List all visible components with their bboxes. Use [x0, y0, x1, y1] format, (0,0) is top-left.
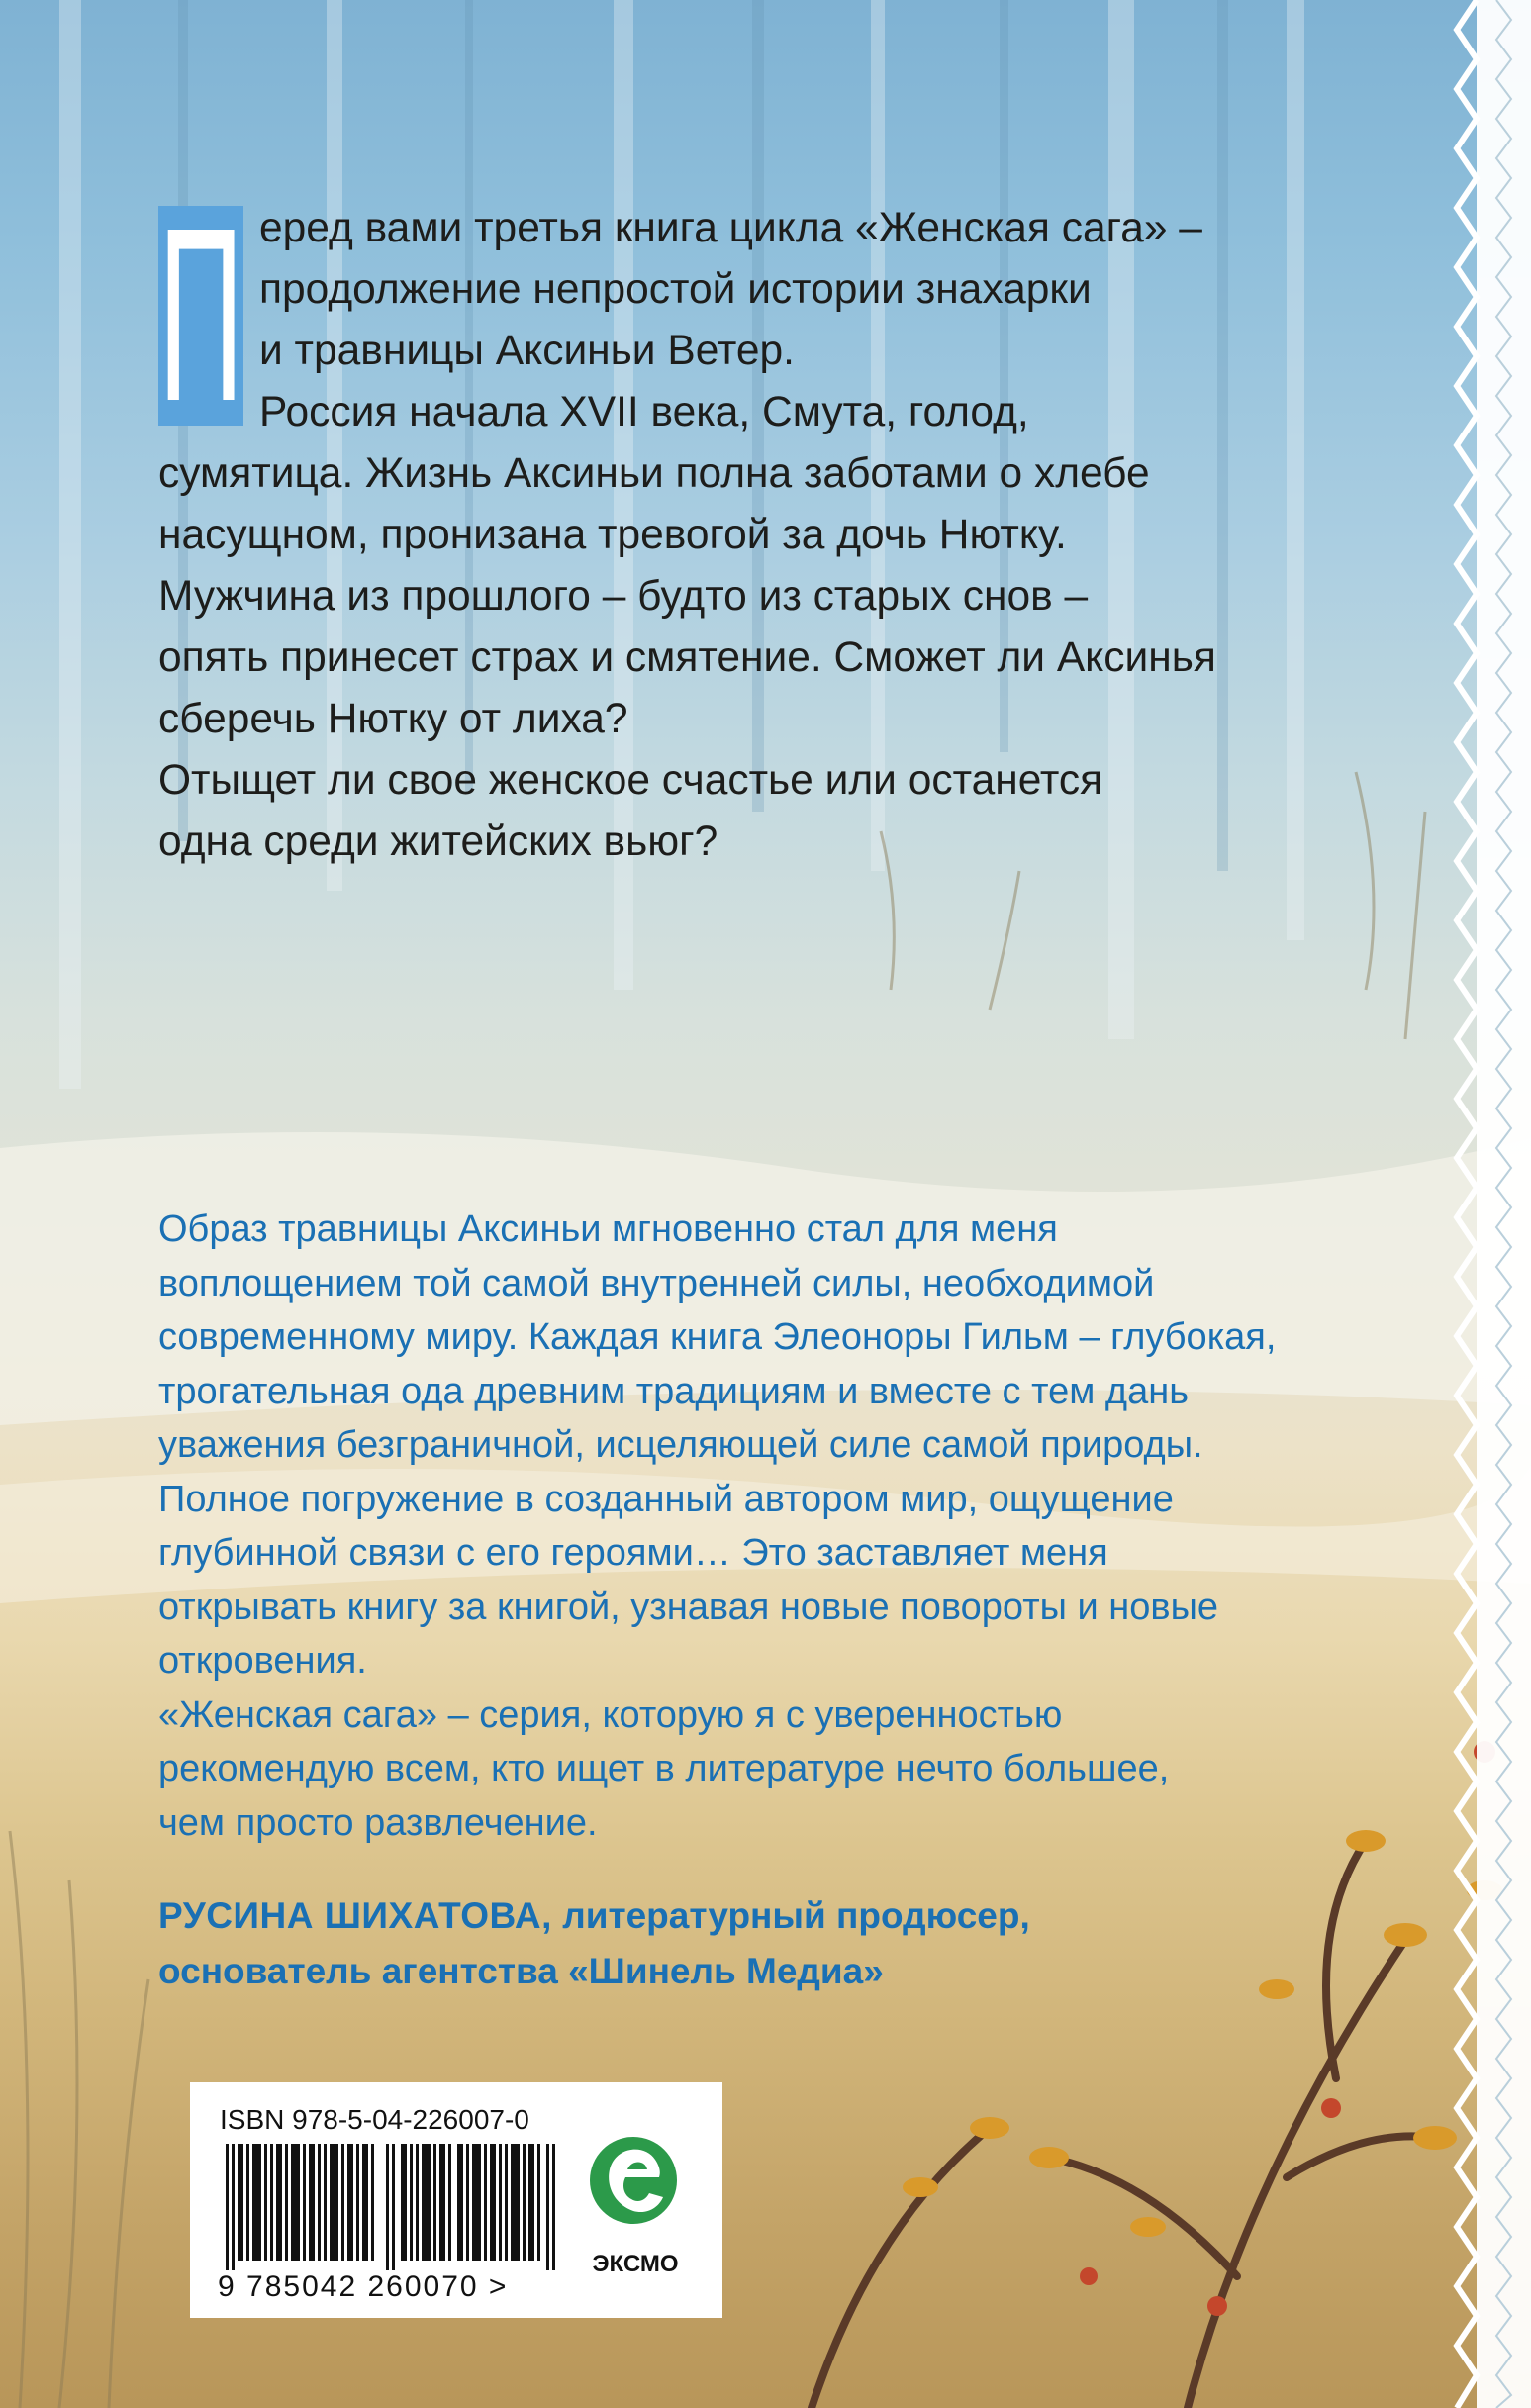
review-line: «Женская сага» – серия, которую я с уверенностью [158, 1693, 1063, 1736]
synopsis-line: насущном, пронизана тревогой за дочь Нютку. [158, 512, 1067, 558]
review-quote [158, 1203, 1346, 1850]
synopsis-line: Отыщет ли свое женское счастье или останется [158, 757, 1103, 804]
barcode-digits: 9 785042 260070 > [218, 2270, 509, 2303]
ornament-border [1437, 0, 1531, 2408]
isbn-label: ISBN 978-5-04-226007-0 [220, 2104, 529, 2135]
review-line: современному миру. Каждая книга Элеоноры Гильм – глубокая, [158, 1316, 1277, 1358]
review-line: чем просто развлечение. [158, 1801, 598, 1844]
reviewer-role: литературный продюсер, [551, 1895, 1030, 1936]
svg-text:П: П [158, 176, 243, 452]
review-signature [158, 1888, 1030, 1999]
synopsis-line: Россия начала XVII века, Смута, голод, [259, 389, 1029, 435]
synopsis-line: сберечь Нютку от лиха? [158, 696, 628, 742]
synopsis-line: Мужчина из прошлого – будто из старых снов – [158, 573, 1089, 620]
synopsis-line: продолжение непростой истории знахарки [259, 266, 1092, 313]
synopsis-line: еред вами третья книга цикла «Женская сага» – [259, 205, 1202, 251]
synopsis-line: и травницы Аксиньи Ветер. [259, 328, 795, 374]
synopsis-line: опять принесет страх и смятение. Сможет ли Аксинья [158, 634, 1216, 681]
review-line: откровения. [158, 1640, 367, 1682]
review-line: глубинной связи с его героями… Это заставляет меня [158, 1532, 1108, 1574]
isbn-block [190, 2082, 722, 2318]
review-line: рекомендую всем, кто ищет в литературе нечто большее, [158, 1748, 1170, 1789]
review-line: открывать книгу за книгой, узнавая новые повороты и новые [158, 1586, 1219, 1628]
eksmo-logo-icon [586, 2126, 681, 2235]
review-line: Образ травницы Аксиньи мгновенно стал для меня [158, 1208, 1058, 1250]
review-line: трогательная ода древним традициям и вместе с тем дань [158, 1370, 1189, 1412]
reviewer-affiliation: основатель агентства «Шинель Медиа» [158, 1951, 884, 1991]
review-line: уважения безграничной, исцеляющей силе самой природы. [158, 1424, 1203, 1466]
reviewer-name: РУСИНА ШИХАТОВА, [158, 1895, 552, 1936]
review-line: воплощением той самой внутренней силы, необходимой [158, 1262, 1155, 1304]
synopsis-text [158, 198, 1306, 873]
synopsis-line: сумятица. Жизнь Аксиньи полна заботами о хлебе [158, 450, 1150, 497]
publisher-name: ЭКСМО [592, 2251, 679, 2277]
barcode [226, 2144, 562, 2270]
review-line: Полное погружение в созданный автором мир, ощущение [158, 1478, 1174, 1520]
synopsis-line: одна среди житейских вьюг? [158, 819, 718, 865]
